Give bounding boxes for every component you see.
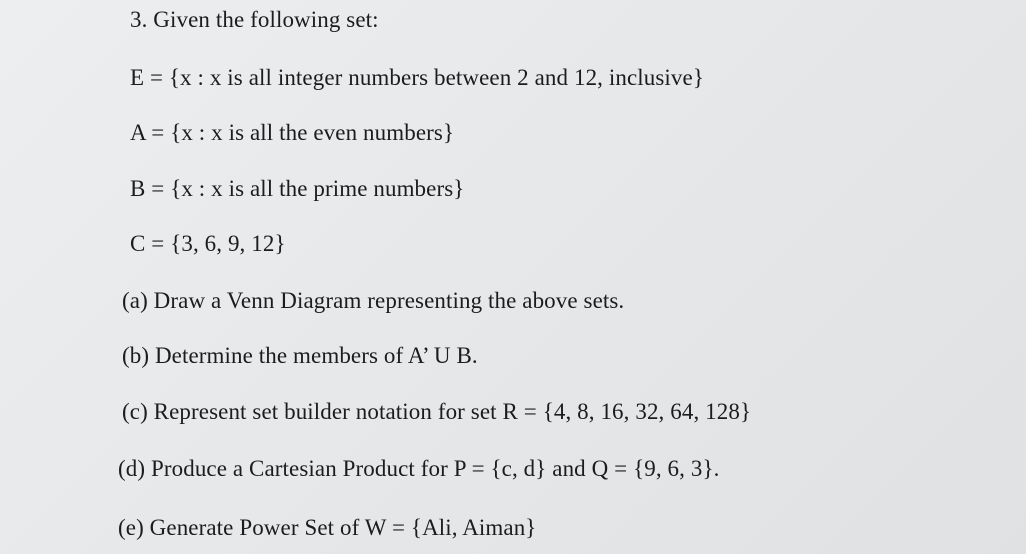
question-title: 3. Given the following set: (130, 7, 379, 32)
part-b-question: (b) Determine the members of A’ U B. (122, 343, 478, 368)
set-a-definition: A = {x : x is all the even numbers} (130, 120, 455, 145)
part-c-question: (c) Represent set builder notation for set R = {4, 8, 16, 32, 64, 128} (122, 399, 752, 424)
set-e-definition: E = {x : x is all integer numbers between 2 and 12, inclusive} (130, 65, 704, 90)
part-e-question: (e) Generate Power Set of W = {Ali, Aiman} (118, 515, 537, 540)
part-a-question: (a) Draw a Venn Diagram representing the above sets. (122, 288, 625, 313)
set-b-definition: B = {x : x is all the prime numbers} (130, 176, 465, 201)
part-d-question: (d) Produce a Cartesian Product for P = {c, d} and Q = {9, 6, 3}. (118, 456, 720, 481)
set-c-definition: C = {3, 6, 9, 12} (130, 231, 286, 256)
